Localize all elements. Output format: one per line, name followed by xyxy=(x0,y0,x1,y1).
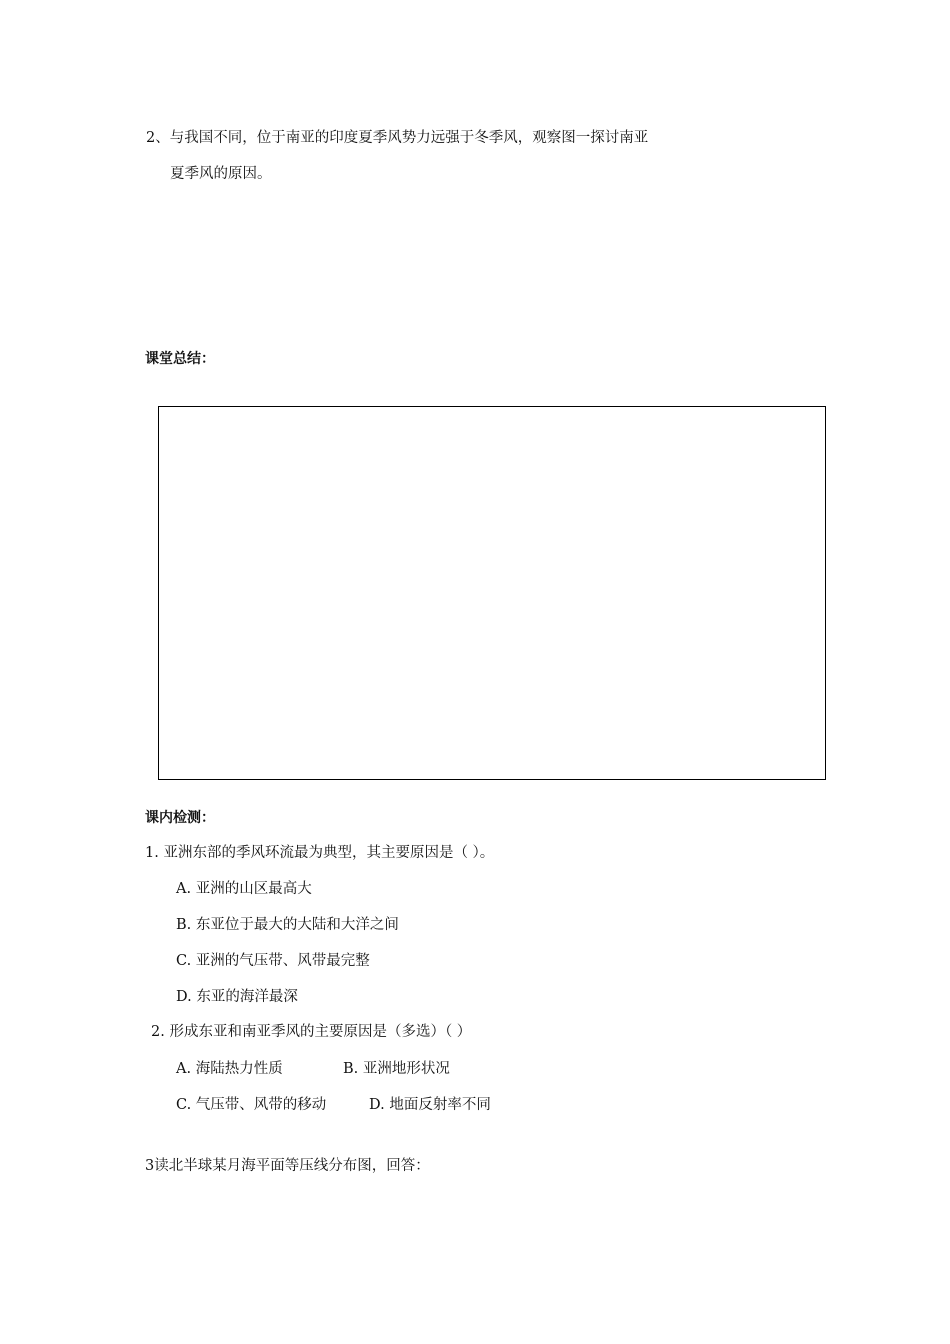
question-2-line-2: 夏季风的原因。 xyxy=(170,166,272,182)
question-2-option-b: B. 亚洲地形状况 xyxy=(343,1061,450,1077)
summary-answer-box xyxy=(158,406,826,780)
question-1-option-a: A. 亚洲的山区最高大 xyxy=(176,881,312,897)
check-heading: 课内检测： xyxy=(145,810,215,826)
question-1-option-d: D. 东亚的海洋最深 xyxy=(176,989,298,1005)
question-3-stem: 3读北半球某月海平面等压线分布图，回答： xyxy=(145,1158,430,1174)
question-2-option-c: C. 气压带、风带的移动 xyxy=(176,1097,327,1113)
question-1-option-c: C. 亚洲的气压带、风带最完整 xyxy=(176,953,370,969)
question-2-option-d: D. 地面反射率不同 xyxy=(369,1097,491,1113)
question-2-option-a: A. 海陆热力性质 xyxy=(176,1061,283,1077)
question-1-option-b: B. 东亚位于最大的大陆和大洋之间 xyxy=(176,917,399,933)
question-2-stem: 2. 形成东亚和南亚季风的主要原因是（多选）（ ） xyxy=(151,1024,472,1040)
summary-heading: 课堂总结： xyxy=(145,351,215,367)
question-1-stem: 1. 亚洲东部的季风环流最为典型，其主要原因是（ ）。 xyxy=(145,845,495,861)
question-2-line-1: 2、与我国不同，位于南亚的印度夏季风势力远强于冬季风，观察图一探讨南亚 xyxy=(146,130,649,146)
